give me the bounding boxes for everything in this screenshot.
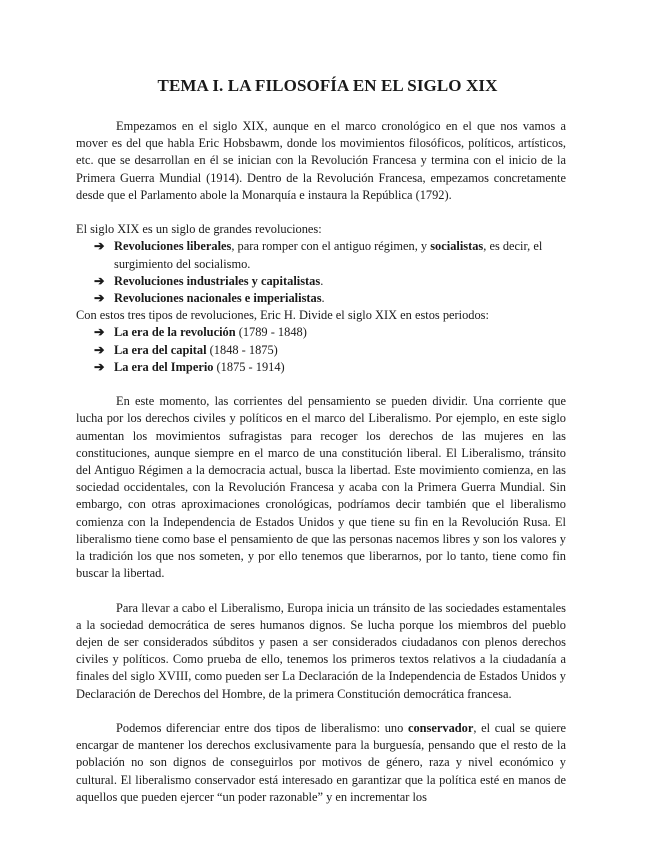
arrow-icon: ➔ (94, 273, 105, 288)
periods-list (76, 324, 566, 376)
spacer (76, 376, 566, 393)
arrow-icon: ➔ (94, 359, 105, 374)
list-item-bold: La era del Imperio (114, 359, 214, 374)
list-item (76, 359, 566, 376)
arrow-icon: ➔ (94, 342, 105, 357)
list-item (76, 273, 566, 290)
spacer (76, 204, 566, 221)
list-item-bold: Revoluciones liberales (114, 239, 232, 254)
revolutions-list (76, 238, 566, 307)
liberalism-paragraph: En este momento, las corrientes del pensamiento se pueden dividir. Una corriente que lucha por los derechos civiles y políticos en el marco del Liberalismo. Por ejemplo, en este siglo aumentan los movimientos sufragistas para recoger los derechos de las mujeres en las constituciones, aunque siempre en el marco de una constitución liberal. El Liberalismo, tránsito del Antiguo Régimen a la democracia actual, busca la libertad. Este movimiento comienza, en las sociedad occidentales, con la Revolución Francesa y acaba con la Primera Guerra Mundial. Sin embargo, con otras aproximaciones cronológicas, podríamos decir también que el liberalismo comienza con la Independencia de Estados Unidos y que tiene su fin en la Revolución Rusa. El liberalismo tiene como base el pensamiento de que las personas nacemos libres y son los valores y la tradición los que nos someten, y por ello tenemos que liberarnos, por lo tanto, tiene como fin buscar la libertad. (76, 394, 566, 581)
europe-paragraph: Para llevar a cabo el Liberalismo, Europa inicia un tránsito de las sociedades estamentales a la sociedad democrática de seres humanos dignos. Se lucha porque los miembros del pueblo dejen de ser considerados súbditos y pasen a ser considerados ciudadanos con plenos derechos civiles y políticos. Como prueba de ello, tenemos los primeros textos relativos a la ciudadanía a finales del siglo XVIII, como pueden ser La Declaración de la Independencia de Estados Unidos y Declaración de Derechos del Hombre, de la primera Constitución democrática francesa. (76, 600, 566, 701)
paragraph-text: , el cual se quiere encargar de mantener los derechos exclusivamente para la burguesía, pensando que el resto de la población no son dignos de conseguirlos por motivos de género, raza y nivel económico y cultural. El liberalismo conservador está interesado en garantizar que la política esté en manos de aquellos que pueden ejercer “un poder razonable” y en incrementar los (76, 721, 566, 804)
intro-paragraph: Empezamos en el siglo XIX, aunque en el marco cronológico en el que nos vamos a mover es del que habla Eric Hobsbawm, donde los movimientos filosóficos, políticos, artísticos, etc. que se desarrollan en él se inician con la Revolución Francesa y termina con el inicio de la Primera Guerra Mundial (1914). Dentro de la Revolución Francesa, empezamos concretamente desde que el Parlamento abole la Monarquía e instaura la República (1792). (76, 119, 566, 202)
list-item (76, 238, 566, 272)
arrow-icon: ➔ (94, 239, 105, 254)
document-body (76, 118, 566, 806)
list-item-bold: socialistas (430, 239, 484, 254)
list-item (76, 342, 566, 359)
arrow-icon: ➔ (94, 291, 105, 306)
revolutions-intro: El siglo XIX es un siglo de grandes revoluciones: (76, 222, 322, 237)
list-item-bold: La era del capital (114, 342, 207, 357)
list-item-text: . (320, 273, 324, 288)
spacer (76, 582, 566, 599)
list-item (76, 290, 566, 307)
page-title: TEMA I. LA FILOSOFÍA EN EL SIGLO XIX (157, 76, 498, 95)
list-item-bold: La era de la revolución (114, 325, 236, 340)
list-item-text: , para romper con el antiguo régimen, y (231, 239, 431, 254)
list-item-text: . (321, 291, 325, 306)
list-item-text: (1875 - 1914) (213, 359, 285, 374)
list-item-bold: Revoluciones industriales y capitalistas (114, 273, 321, 288)
spacer (76, 703, 566, 720)
liberalism-types-paragraph (76, 720, 566, 806)
arrow-icon: ➔ (94, 325, 105, 340)
list-item-text: , es decir, el surgimiento del socialismo. (114, 239, 543, 271)
list-item-text: (1789 - 1848) (235, 325, 307, 340)
list-item (76, 324, 566, 341)
paragraph-text: Podemos diferenciar entre dos tipos de liberalismo: uno (116, 721, 408, 736)
paragraph-bold: conservador (407, 721, 474, 736)
list-item-bold: Revoluciones nacionales e imperialistas (114, 291, 322, 306)
periods-intro: Con estos tres tipos de revoluciones, Eric H. Divide el siglo XIX en estos periodos: (76, 308, 489, 323)
list-item-text: (1848 - 1875) (206, 342, 278, 357)
